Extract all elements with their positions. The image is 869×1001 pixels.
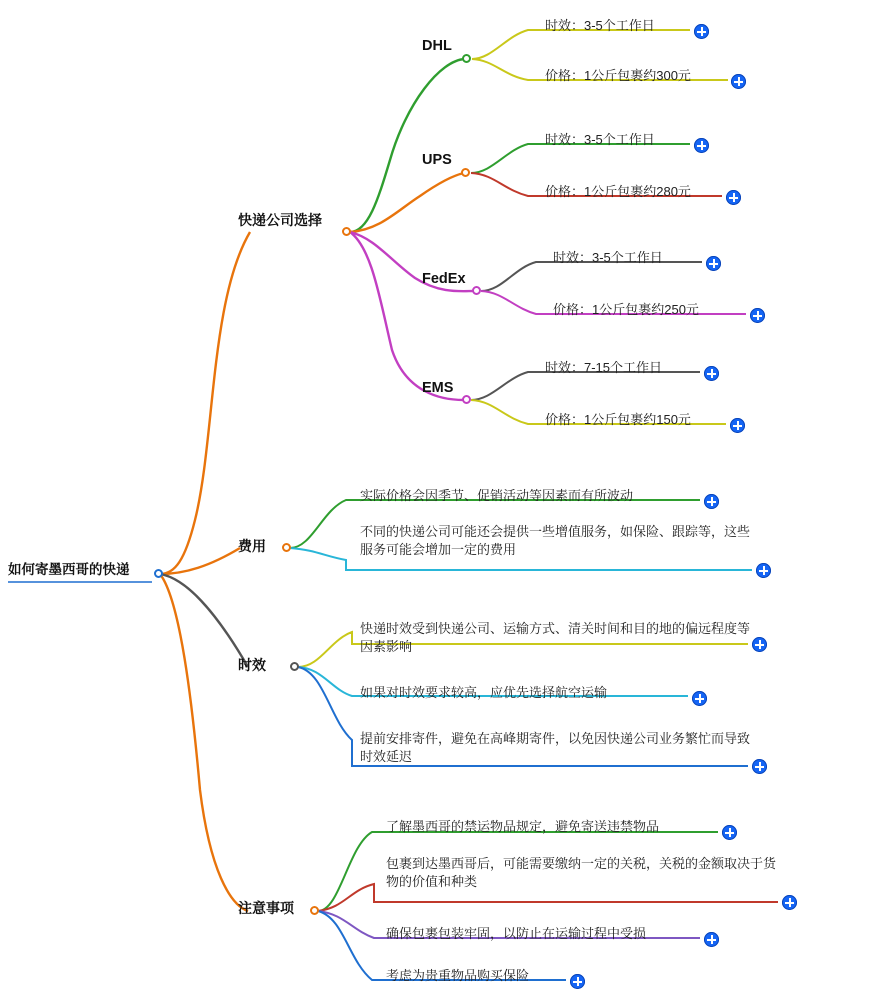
expand-plus-icon[interactable] (752, 637, 767, 652)
leaf-dhl-time[interactable]: 时效：3-5个工作日 (545, 18, 655, 33)
leaf-ems-time[interactable]: 时效：7-15个工作日 (545, 360, 663, 375)
leaf-fee-1[interactable]: 不同的快递公司可能还会提供一些增值服务，如保险、跟踪等，这些服务可能会增加一定的费用 (360, 524, 751, 557)
root-node-label[interactable]: 如何寄墨西哥的快递 (8, 562, 130, 577)
leaf-notes-2[interactable]: 确保包裹包装牢固，以防止在运输过程中受损 (386, 926, 647, 941)
branch-label-0[interactable]: 快递公司选择 (238, 212, 322, 228)
courier-handle-dhl[interactable] (462, 54, 471, 63)
expand-plus-icon[interactable] (704, 932, 719, 947)
branch-label-3[interactable]: 注意事项 (238, 900, 294, 916)
expand-plus-icon[interactable] (750, 308, 765, 323)
leaf-notes-0[interactable]: 了解墨西哥的禁运物品规定，避免寄送违禁物品 (386, 819, 660, 834)
leaf-speed-0[interactable]: 快递时效受到快递公司、运输方式、清关时间和目的地的偏远程度等因素影响 (360, 621, 751, 654)
leaf-notes-3[interactable]: 考虑为贵重物品购买保险 (386, 968, 530, 983)
expand-plus-icon[interactable] (726, 190, 741, 205)
leaf-speed-2[interactable]: 提前安排寄件，避免在高峰期寄件，以免因快递公司业务繁忙而导致时效延迟 (360, 731, 751, 764)
leaf-fee-0[interactable]: 实际价格会因季节、促销活动等因素而有所波动 (360, 488, 634, 503)
leaf-ups-price[interactable]: 价格：1公斤包裹约280元 (545, 184, 691, 199)
leaf-ups-time[interactable]: 时效：3-5个工作日 (545, 132, 655, 147)
expand-plus-icon[interactable] (694, 138, 709, 153)
courier-label-ems[interactable]: EMS (422, 380, 454, 396)
expand-plus-icon[interactable] (704, 494, 719, 509)
leaf-fedex-time[interactable]: 时效：3-5个工作日 (553, 250, 663, 265)
branch-handle-0[interactable] (342, 227, 351, 236)
leaf-ems-price[interactable]: 价格：1公斤包裹约150元 (545, 412, 691, 427)
courier-label-ups[interactable]: UPS (422, 152, 452, 168)
courier-label-fedex[interactable]: FedEx (422, 271, 466, 287)
expand-plus-icon[interactable] (722, 825, 737, 840)
leaf-speed-1[interactable]: 如果对时效要求较高，应优先选择航空运输 (360, 685, 608, 700)
leaf-fedex-price[interactable]: 价格：1公斤包裹约250元 (553, 302, 699, 317)
expand-plus-icon[interactable] (706, 256, 721, 271)
courier-handle-fedex[interactable] (472, 286, 481, 295)
leaf-notes-1[interactable]: 包裹到达墨西哥后，可能需要缴纳一定的关税，关税的金额取决于货物的价值和种类 (386, 856, 777, 889)
branch-handle-2[interactable] (290, 662, 299, 671)
expand-plus-icon[interactable] (570, 974, 585, 989)
expand-plus-icon[interactable] (731, 74, 746, 89)
expand-plus-icon[interactable] (692, 691, 707, 706)
leaf-dhl-price[interactable]: 价格：1公斤包裹约300元 (545, 68, 691, 83)
expand-plus-icon[interactable] (694, 24, 709, 39)
expand-plus-icon[interactable] (730, 418, 745, 433)
branch-handle-3[interactable] (310, 906, 319, 915)
expand-plus-icon[interactable] (752, 759, 767, 774)
branch-label-1[interactable]: 费用 (238, 538, 266, 554)
expand-plus-icon[interactable] (782, 895, 797, 910)
expand-plus-icon[interactable] (756, 563, 771, 578)
courier-handle-ems[interactable] (462, 395, 471, 404)
expand-plus-icon[interactable] (704, 366, 719, 381)
root-node-handle[interactable] (154, 569, 163, 578)
branch-label-2[interactable]: 时效 (238, 657, 266, 673)
courier-handle-ups[interactable] (461, 168, 470, 177)
courier-label-dhl[interactable]: DHL (422, 38, 452, 54)
branch-handle-1[interactable] (282, 543, 291, 552)
